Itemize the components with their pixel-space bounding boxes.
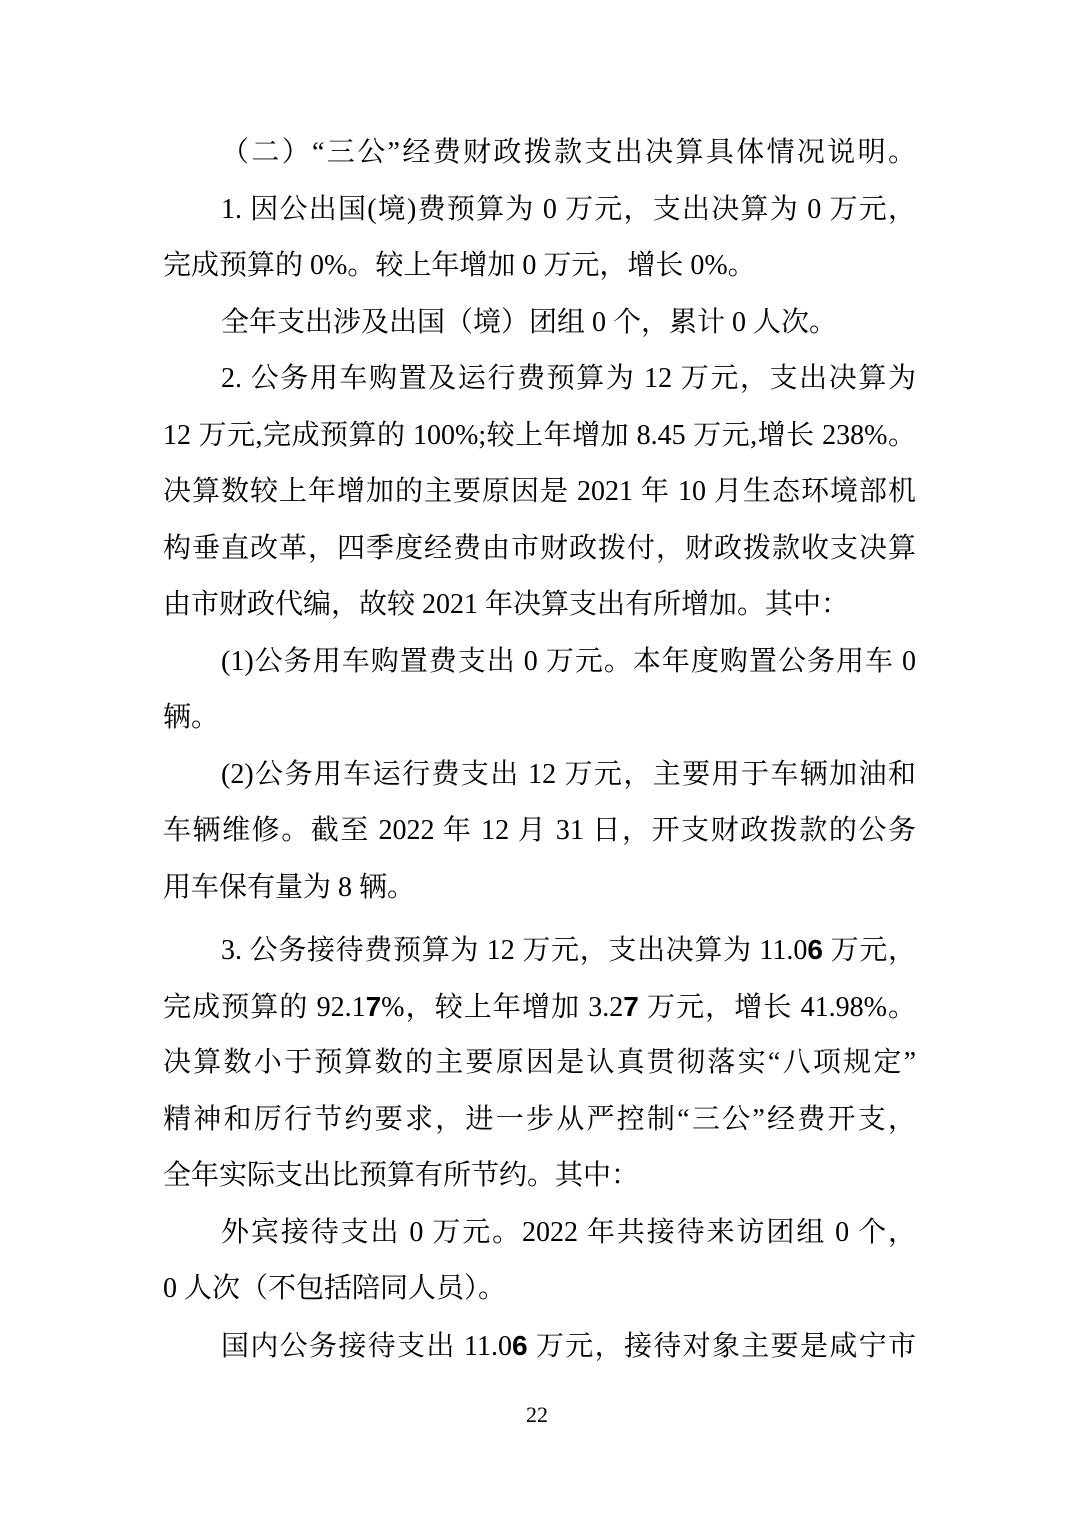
text-segment: 辆。: [163, 702, 220, 733]
text-line: [163, 747, 916, 804]
text-segment: (1)公务用车购置费支出 0 万元。本年度购置公务用车 0: [221, 645, 916, 677]
text-line: [163, 521, 916, 578]
text-line: [163, 464, 916, 521]
text-line: [163, 1148, 916, 1205]
text-line: [163, 1318, 916, 1375]
text-line: [163, 408, 916, 465]
text-line: [163, 351, 916, 408]
text-segment: 国内公务接待支出 11.0: [221, 1330, 513, 1362]
text-line: [163, 577, 916, 634]
text-segment: 车辆维修。截至 2022 年 12 月 31 日，开支财政拨款的公务: [163, 815, 916, 846]
revised-number: 6: [807, 934, 823, 965]
document-body: [163, 125, 916, 1374]
text-segment: 由市财政代编，故较 2021 年决算支出有所增加。其中：: [163, 589, 850, 620]
text-line: [163, 1205, 916, 1262]
revised-number: 7: [623, 990, 639, 1022]
revised-number: 7: [365, 990, 382, 1022]
text-segment: 1. 因公出国(境)费预算为 0 万元，支出决算为 0 万元，: [221, 193, 916, 225]
text-segment: 万元，接待对象主要是咸宁市: [527, 1330, 916, 1362]
text-segment: 全年实际支出比预算有所节约。其中：: [163, 1160, 640, 1191]
text-segment: 构垂直改革，四季度经费由市财政拨付，财政拨款收支决算: [163, 532, 916, 564]
text-line: [163, 922, 916, 979]
text-segment: 12 万元,完成预算的 100%;较上年增加 8.45 万元,增长 238%。: [163, 419, 916, 451]
text-segment: 决算数小于预算数的主要原因是认真贯彻落实“八项规定”: [163, 1047, 916, 1078]
text-segment: 2. 公务用车购置及运行费预算为 12 万元，支出决算为: [221, 363, 916, 394]
page-number: 22: [526, 1402, 548, 1427]
text-line: [163, 295, 916, 352]
text-segment: 0 人次（不包括陪同人员）。: [163, 1273, 507, 1304]
text-segment: 外宾接待支出 0 万元。2022 年共接待来访团组 0 个，: [221, 1216, 916, 1248]
text-line: [163, 182, 916, 239]
text-segment: %，较上年增加 3.2: [381, 991, 624, 1023]
text-line: [163, 690, 916, 747]
text-line: [163, 860, 916, 917]
text-line: [163, 979, 916, 1036]
text-segment: 用车保有量为 8 辆。: [163, 871, 416, 903]
text-line: [163, 125, 916, 182]
text-segment: 完成预算的 0%。较上年增加 0 万元，增长 0%。: [163, 250, 756, 281]
text-segment: 决算数较上年增加的主要原因是 2021 年 10 月生态环境部机: [163, 476, 916, 507]
text-line: [163, 1261, 916, 1318]
text-line: [163, 803, 916, 860]
text-line: [163, 1035, 916, 1092]
revised-number: 6: [512, 1329, 528, 1361]
text-segment: 全年支出涉及出国（境）团组 0 个，累计 0 人次。: [221, 306, 838, 338]
text-segment: 精神和厉行节约要求，进一步从严控制“三公”经费开支，: [163, 1103, 916, 1135]
text-segment: 万元，: [822, 935, 916, 966]
text-segment: (2)公务用车运行费支出 12 万元，主要用于车辆加油和: [221, 758, 916, 790]
text-line: [163, 238, 916, 295]
text-segment: 万元，增长 41.98%。: [638, 991, 916, 1023]
text-segment: （二）“三公”经费财政拨款支出决算具体情况说明。: [221, 137, 916, 168]
text-line: [163, 634, 916, 691]
text-segment: 3. 公务接待费预算为 12 万元，支出决算为 11.0: [221, 935, 808, 966]
text-segment: 完成预算的 92.1: [163, 991, 366, 1023]
text-line: [163, 1092, 916, 1149]
